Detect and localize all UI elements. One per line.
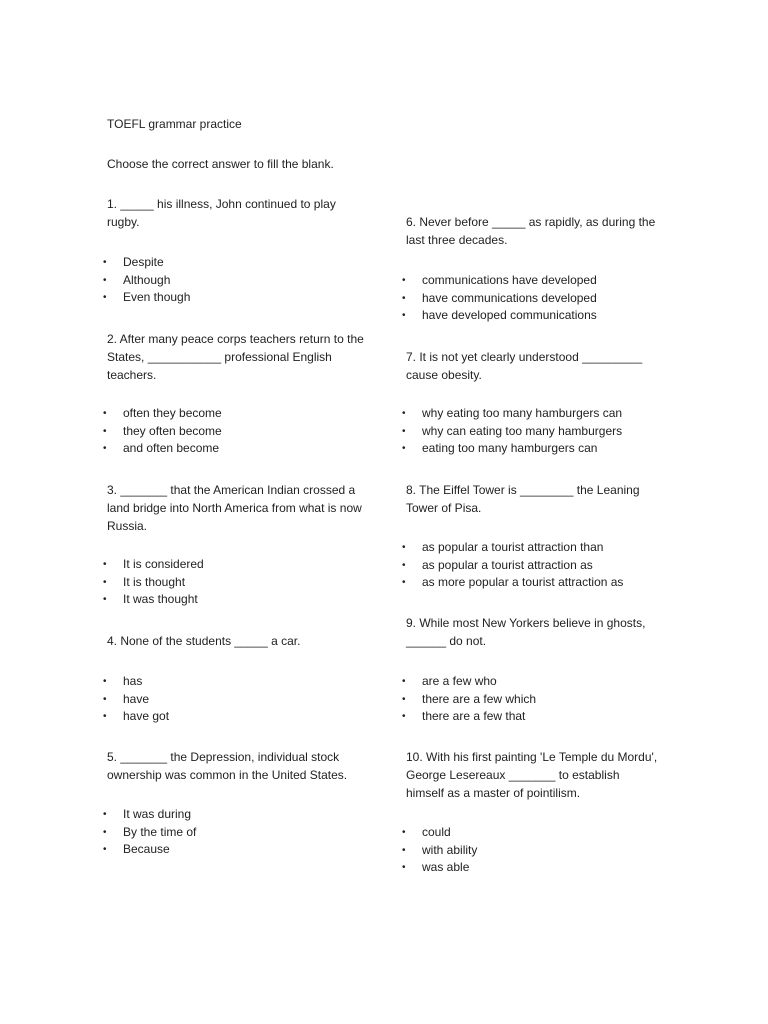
question-4: 4. None of the students _____ a car. [107,634,301,648]
bullet-icon: • [402,408,406,419]
bullet-icon: • [103,425,107,437]
option: • Although [103,272,190,290]
question-4-options [103,673,169,726]
page-title: TOEFL grammar practice [107,117,242,131]
bullet-icon: • [103,443,107,455]
option: • communications have developed [402,272,597,290]
option: • have communications developed [402,290,597,308]
bullet-icon: • [103,292,107,304]
option: • as popular a tourist attraction as [402,557,623,575]
option: • It was during [103,806,196,824]
option: • have developed communications [402,307,597,325]
option: • By the time of [103,824,196,842]
bullet-icon: • [402,310,406,322]
bullet-icon: • [103,576,107,588]
question-7-options [402,405,622,458]
question-8-options [402,539,623,592]
option: • It was thought [103,591,204,609]
option: • they often become [103,423,222,441]
option: • Because [103,841,196,859]
bullet-icon: • [402,275,406,286]
option: • why can eating too many hamburgers [402,423,622,441]
bullet-icon: • [103,711,107,723]
bullet-icon: • [402,676,406,687]
option: • was able [402,859,477,877]
bullet-icon: • [402,425,406,437]
question-7: 7. It is not yet clearly understood _________ cause obesity. [406,350,643,382]
question-6-options [402,272,597,325]
bullet-icon: • [103,844,107,856]
bullet-icon: • [103,559,107,570]
option: • Despite [103,254,190,272]
bullet-icon: • [402,844,406,856]
option: • have [103,691,169,709]
bullet-icon: • [103,676,107,687]
bullet-icon: • [402,292,406,304]
bullet-icon: • [402,693,406,705]
option: • there are a few which [402,691,536,709]
question-5-options [103,806,196,859]
option: • and often become [103,440,222,458]
question-2: 2. After many peace corps teachers return to the States, ___________ professional English teachers. [107,332,364,382]
bullet-icon: • [402,862,406,874]
bullet-icon: • [402,443,406,455]
question-1-options [103,254,190,307]
bullet-icon: • [402,827,406,838]
question-10-options [402,824,477,877]
bullet-icon: • [103,594,107,606]
question-3: 3. _______ that the American Indian crossed a land bridge into North America from what is now Russia. [107,483,362,533]
question-10: 10. With his first painting 'Le Temple du Mordu', George Lesereaux _______ to establish himself as a master of pointilism. [406,750,658,800]
bullet-icon: • [402,542,406,553]
bullet-icon: • [103,809,107,820]
bullet-icon: • [103,826,107,838]
question-2-options [103,405,222,458]
option: • often they become [103,405,222,423]
option: • eating too many hamburgers can [402,440,622,458]
bullet-icon: • [103,274,107,286]
option: • as popular a tourist attraction than [402,539,623,557]
question-6: 6. Never before _____ as rapidly, as during the last three decades. [406,215,656,247]
option: • Even though [103,289,190,307]
option: • could [402,824,477,842]
bullet-icon: • [103,257,107,268]
bullet-icon: • [402,577,406,589]
bullet-icon: • [103,408,107,419]
question-8: 8. The Eiffel Tower is ________ the Leaning Tower of Pisa. [406,483,640,515]
bullet-icon: • [103,693,107,705]
option: • there are a few that [402,708,536,726]
bullet-icon: • [402,559,406,571]
option: • have got [103,708,169,726]
question-3-options [103,556,204,609]
option: • It is thought [103,574,204,592]
bullet-icon: • [402,711,406,723]
option: • as more popular a tourist attraction as [402,574,623,592]
option: • It is considered [103,556,204,574]
question-9: 9. While most New Yorkers believe in ghosts, ______ do not. [406,616,646,648]
option: • why eating too many hamburgers can [402,405,622,423]
question-5: 5. _______ the Depression, individual stock ownership was common in the United States. [107,750,348,782]
option: • with ability [402,842,477,860]
option: • are a few who [402,673,536,691]
instructions: Choose the correct answer to fill the blank. [107,157,334,171]
option: • has [103,673,169,691]
question-9-options [402,673,536,726]
question-1: 1. _____ his illness, John continued to play rugby. [107,197,336,229]
